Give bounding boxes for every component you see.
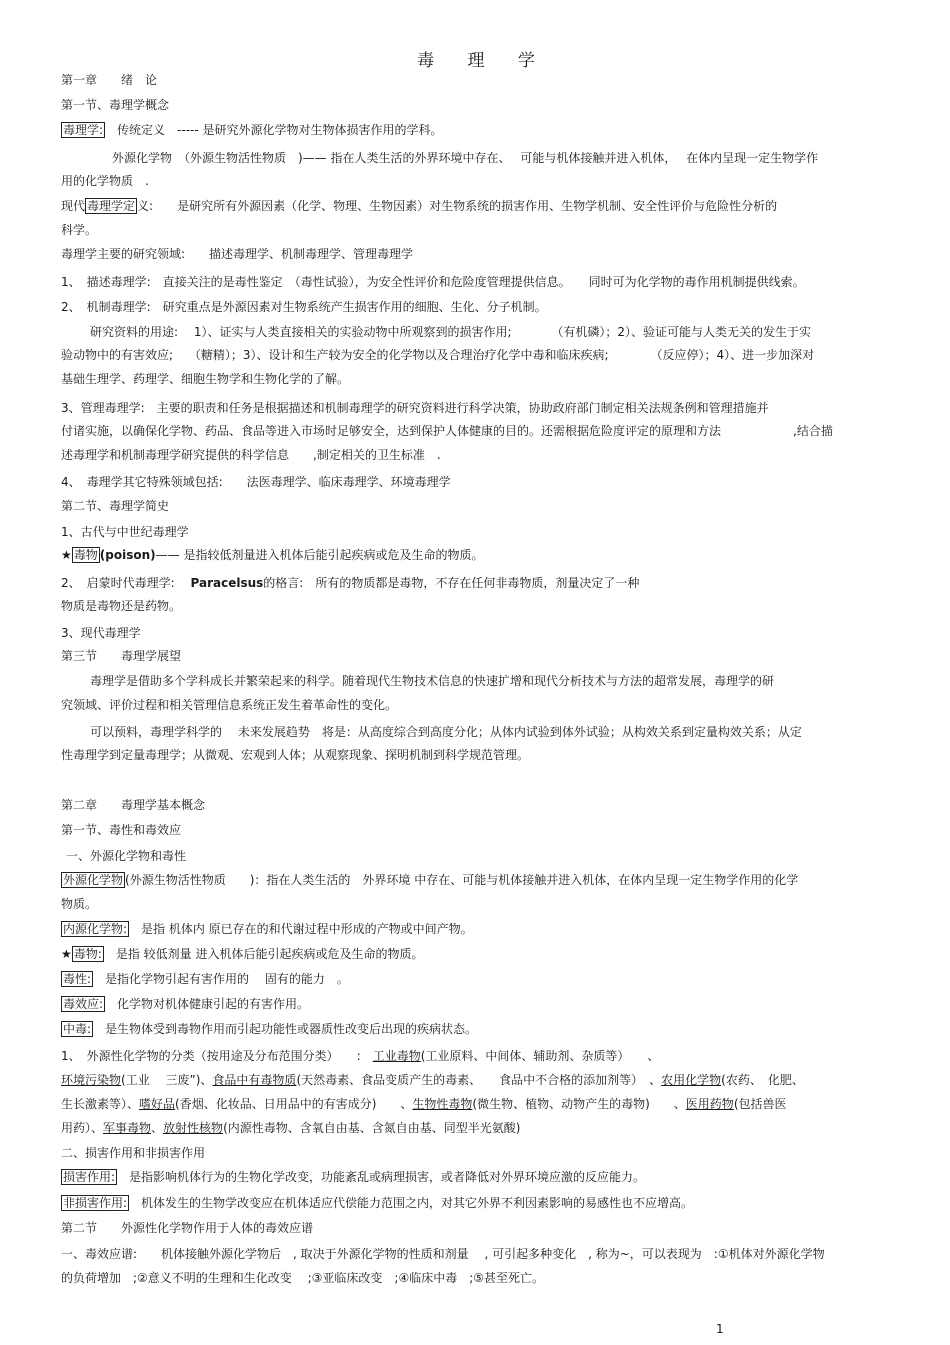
text-span: 1、 外源性化学物的分类（按用途及分布范围分类） : — [61, 1049, 373, 1063]
boxed-term: 内源化学物: — [63, 922, 128, 936]
star-mark: ★ — [61, 548, 72, 562]
text-span: (微生物、植物、动物产生的毒物) 、 — [472, 1097, 686, 1111]
chapter-heading: 第一章 绪 论 — [61, 73, 158, 87]
paragraph-line — [61, 996, 903, 1012]
paragraph-line: 可以预料，毒理学科学的 未来发展趋势 将是：从高度综合到高度分化；从体内试验到体外试验；从构效关系到定量构效关系；从定 — [90, 725, 802, 739]
text-span: 义: 是研究所有外源因素（化学、物理、生物因素）对生物系统的损害作用、生物学机制、安全性评价与危险性分析的 — [137, 199, 778, 213]
underlined-term: 生物性毒物 — [412, 1097, 473, 1111]
text-span: 化学物对机体健康引起的有害作用。 — [105, 997, 310, 1011]
paragraph-line: 一、毒效应谱: 机体接触外源化学物后 , 取决于外源化学物的性质和剂量 , 可引起多种变化 , 称为~，可以表现为 :①机体对外源化学物 — [61, 1247, 825, 1261]
paragraph-line — [61, 872, 903, 888]
underlined-term: 医用药物 — [685, 1097, 734, 1111]
chapter-heading: 第二章 毒理学基本概念 — [61, 798, 206, 812]
paragraph-line — [61, 971, 903, 987]
boxed-term: 毒物: — [73, 947, 102, 961]
section-heading: 第二节、毒理学简史 — [61, 499, 170, 513]
section-heading: 第三节 毒理学展望 — [61, 649, 182, 663]
paragraph-line — [61, 1169, 903, 1185]
paragraph-line: 外源化学物 （外源生物活性物质 )—— 指在人类生活的外界环境中存在、 可能与机体接触并进入机体， 在体内呈现一定生物学作 — [112, 151, 819, 165]
text-span: (包括兽医 — [733, 1097, 787, 1111]
star-mark: ★ — [61, 947, 72, 961]
section-heading: 第二节 外源性化学物作用于人体的毒效应谱 — [61, 1221, 314, 1235]
paragraph-line: 究领域、评价过程和相关管理信息系统正发生着革命性的变化。 — [61, 698, 398, 712]
paragraph-line: 基础生理学、药理学、细胞生物学和生物化学的了解。 — [61, 372, 350, 386]
paragraph-line — [61, 946, 903, 962]
paragraph-line: 物质。 — [61, 897, 98, 911]
text-span: (内源性毒物、含氧自由基、含氮自由基、同型半光氨酸) — [223, 1121, 521, 1135]
underlined-term: 嗜好品 — [139, 1097, 176, 1111]
text-span: 2、 启蒙时代毒理学: — [61, 576, 191, 590]
paragraph-line: 研究资料的用途: 1）、证实与人类直接相关的实验动物中所观察到的损害作用; （有机磷）；2）、验证可能与人类无关的发生于实 — [90, 325, 811, 339]
text-span: (天然毒素、食品变质产生的毒素、 食品中不合格的添加剂等） 、 — [296, 1073, 662, 1087]
boxed-term: 外源化学物 — [63, 873, 124, 887]
text-span: 是指 机体内 原已存在的和代谢过程中形成的产物或中间产物。 — [129, 922, 473, 936]
underlined-term: 工业毒物 — [372, 1049, 421, 1063]
section-heading: 第一节、毒性和毒效应 — [61, 823, 182, 837]
subsection-heading: 一、外源化学物和毒性 — [66, 849, 187, 863]
paragraph-line: 科学。 — [61, 223, 98, 237]
boxed-term: 毒性: — [63, 972, 92, 986]
paragraph-line: 述毒理学和机制毒理学研究提供的科学信息 ,制定相关的卫生标准 . — [61, 448, 441, 462]
paragraph-line — [61, 547, 903, 563]
paragraph-line — [61, 921, 903, 937]
boxed-term: 毒效应: — [63, 997, 104, 1011]
paragraph-line — [61, 1096, 903, 1112]
text-span: (工业 三废”)、 — [121, 1073, 213, 1087]
text-span: (农药、 化肥、 — [721, 1073, 804, 1087]
paragraph-line — [61, 1072, 903, 1088]
paragraph-line: 1、古代与中世纪毒理学 — [61, 525, 189, 539]
term-english: Paracelsus — [190, 576, 264, 590]
boxed-term: 损害作用: — [63, 1170, 116, 1184]
text-span: 现代 — [61, 199, 86, 213]
underlined-term: 放射性核物 — [163, 1121, 224, 1135]
paragraph-line: 3、现代毒理学 — [61, 626, 141, 640]
paragraph-line: 毒理学主要的研究领域: 描述毒理学、机制毒理学、管理毒理学 — [61, 247, 414, 261]
paragraph-line — [61, 575, 903, 591]
paragraph-line: 2、 机制毒理学: 研究重点是外源因素对生物系统产生损害作用的细胞、生化、分子机制。 — [61, 300, 547, 314]
paragraph-line: 4、 毒理学其它特殊领域包括: 法医毒理学、临床毒理学、环境毒理学 — [61, 475, 451, 489]
paragraph-line: 毒理学是借助多个学科成长并繁荣起来的科学。随着现代生物技术信息的快速扩增和现代分析技术与方法的超常发展，毒理学的研 — [90, 674, 775, 688]
boxed-term: 毒理学: — [63, 123, 104, 137]
text-span: 是生物体受到毒物作用而引起功能性或器质性改变后出现的疾病状态。 — [93, 1022, 478, 1036]
text-span: 是指影响机体行为的生物化学改变，功能紊乱或病理损害，或者降低对外界环境应激的反应能力。 — [117, 1170, 646, 1184]
boxed-term: 中毒: — [63, 1022, 92, 1036]
text-span: 、 — [151, 1121, 164, 1135]
page-number: 1 — [716, 1322, 724, 1336]
underlined-term: 食品中有毒物质 — [212, 1073, 297, 1087]
text-span: 是指化学物引起有害作用的 固有的能力 。 — [93, 972, 349, 986]
paragraph-line — [61, 122, 903, 138]
paragraph-line: 1、 描述毒理学: 直接关注的是毒性鉴定 （毒性试验），为安全性评价和危险度管理提供信息。 同时可为化学物的毒作用机制提供线索。 — [61, 275, 805, 289]
boxed-term: 毒理学定 — [87, 199, 136, 213]
text-span: 机体发生的生物学改变应在机体适应代偿能力范围之内，对其它外界不利因素影响的易感性也不应增高。 — [129, 1196, 694, 1210]
text-span: —— 是指较低剂量进入机体后能引起疾病或危及生命的物质。 — [155, 548, 484, 562]
page-title: 毒 理 学 — [417, 51, 549, 71]
paragraph-line — [61, 1048, 903, 1064]
text-span: 传统定义 ----- 是研究外源化学物对生物体损害作用的学科。 — [105, 123, 443, 137]
underlined-term: 农用化学物 — [661, 1073, 722, 1087]
text-span: 用药）、 — [61, 1121, 104, 1135]
paragraph-line — [61, 1195, 903, 1211]
paragraph-line: 验动物中的有害效应; （糖精）；3）、设计和生产较为安全的化学物以及合理治疗化学中毒和临床疾病; （反应停）；4）、进一步加深对 — [61, 348, 815, 362]
paragraph-line: 物质是毒物还是药物。 — [61, 599, 182, 613]
paragraph-line: 的负荷增加 ;②意义不明的生理和生化改变 ;③亚临床改变 ;④临床中毒 ;⑤甚至死亡。 — [61, 1271, 545, 1285]
paragraph-line: 性毒理学到定量毒理学；从微观、宏观到人体；从观察现象、探明机制到科学规范管理。 — [61, 748, 530, 762]
underlined-term: 环境污染物 — [61, 1073, 122, 1087]
text-span: (香烟、化妆品、日用品中的有害成分) 、 — [175, 1097, 413, 1111]
section-heading: 第一节、毒理学概念 — [61, 98, 170, 112]
text-span: 生长激素等）、 — [61, 1097, 140, 1111]
underlined-term: 军事毒物 — [103, 1121, 152, 1135]
paragraph-line — [61, 1021, 903, 1037]
subsection-heading: 二、损害作用和非损害作用 — [61, 1146, 206, 1160]
boxed-term: 毒物 — [73, 548, 98, 562]
term-english: (poison) — [99, 548, 156, 562]
text-span: 是指 较低剂量 进入机体后能引起疾病或危及生命的物质。 — [103, 947, 424, 961]
paragraph-line — [61, 1120, 903, 1136]
paragraph-line: 用的化学物质 . — [61, 174, 149, 188]
text-span: (外源生物活性物质 )：指在人类生活的 外界环境 中存在、可能与机体接触并进入机体，在体内呈现一定生物学作用的化学 — [125, 873, 799, 887]
paragraph-line: 3、管理毒理学: 主要的职责和任务是根据描述和机制毒理学的研究资料进行科学决策，协助政府部门制定相关法规条例和管理措施并 — [61, 401, 769, 415]
text-span: (工业原料、中间体、辅助剂、杂质等） 、 — [420, 1049, 660, 1063]
text-span: 的格言: 所有的物质都是毒物，不存在任何非毒物质，剂量决定了一种 — [263, 576, 640, 590]
paragraph-line: 付诸实施，以确保化学物、药品、食品等进入市场时足够安全，达到保护人体健康的目的。还需根据危险度评定的原理和方法 ,结合描 — [61, 424, 833, 438]
paragraph-line — [61, 198, 903, 214]
boxed-term: 非损害作用: — [63, 1196, 128, 1210]
